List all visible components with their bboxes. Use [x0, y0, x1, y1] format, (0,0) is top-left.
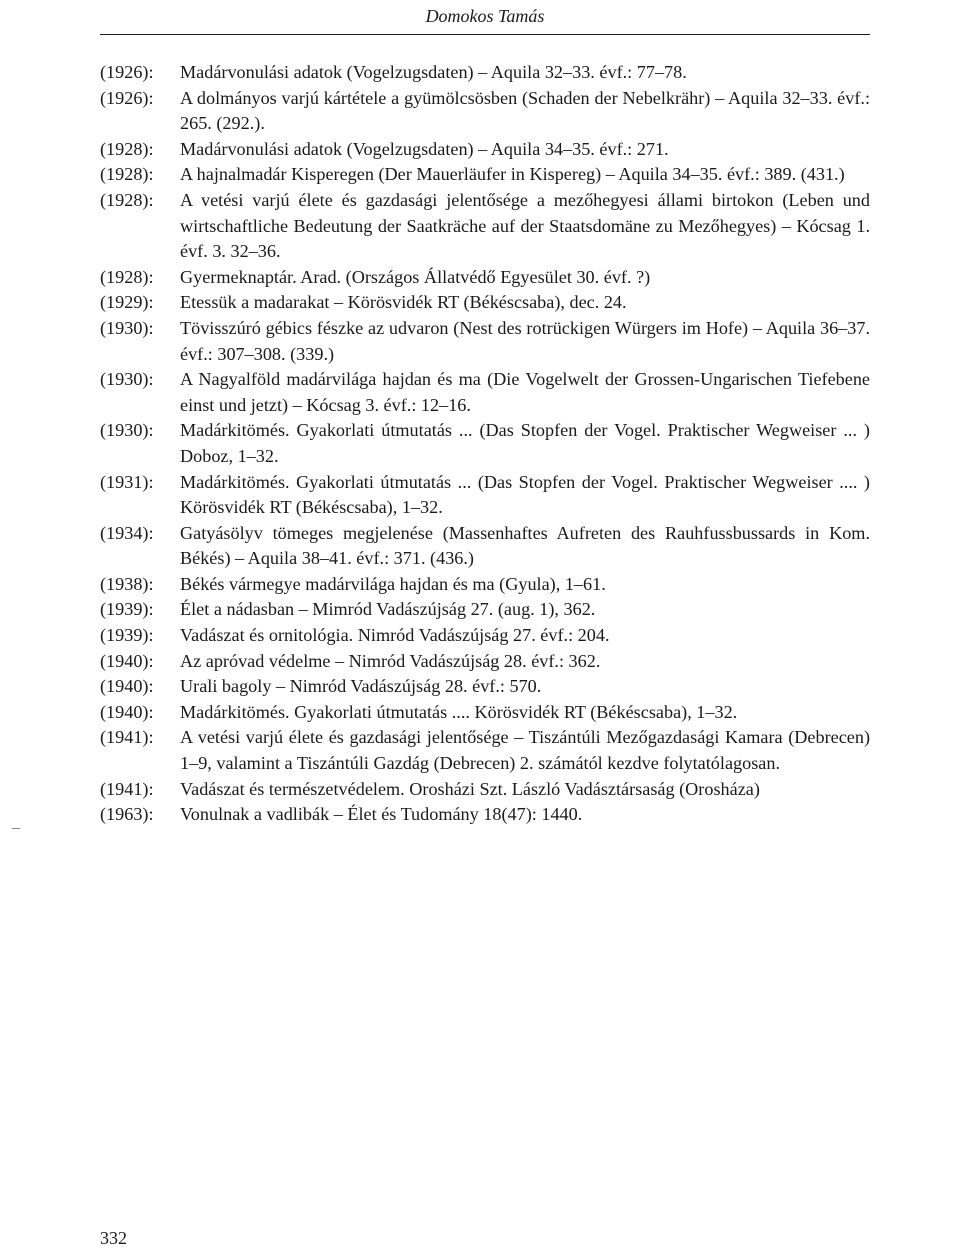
bibliography-entry — [100, 162, 870, 188]
entry-text: Élet a nádasban – Mimród Vadászújság 27. (aug. 1), 362. — [180, 599, 596, 620]
entry-year: (1939): — [100, 599, 154, 620]
entry-year: (1926): — [100, 87, 154, 108]
bibliography-entry — [100, 188, 870, 265]
entry-text: Madárvonulási adatok (Vogelzugsdaten) – Aquila 34–35. évf.: 271. — [180, 138, 669, 159]
entry-year: (1928): — [100, 138, 154, 159]
entry-year: (1963): — [100, 804, 154, 825]
bibliography-entry — [100, 316, 870, 367]
entry-year: (1940): — [100, 650, 154, 671]
entry-year: (1940): — [100, 701, 154, 722]
bibliography-entry — [100, 86, 870, 137]
entry-year: (1930): — [100, 317, 154, 338]
entry-year: (1928): — [100, 266, 154, 287]
entry-year: (1928): — [100, 164, 154, 185]
entry-text: Tövisszúró gébics fészke az udvaron (Nest des rotrückigen Würgers im Hofe) – Aquila 36–37. évf.: 307–308. (339.) — [180, 317, 870, 364]
entry-year: (1934): — [100, 522, 154, 543]
entry-year: (1929): — [100, 292, 154, 313]
bibliography-entry — [100, 470, 870, 521]
entry-text: Urali bagoly – Nimród Vadászújság 28. évf.: 570. — [180, 676, 542, 697]
entry-year: (1938): — [100, 573, 154, 594]
header-rule — [100, 34, 870, 35]
entry-text: Madárkitömés. Gyakorlati útmutatás ... (Das Stopfen der Vogel. Praktischer Wegweiser ... ) Doboz, 1–32. — [180, 420, 870, 466]
bibliography-entry — [100, 572, 870, 598]
bibliography-entry — [100, 367, 870, 418]
entry-text: Vadászat és természetvédelem. Orosházi Szt. László Vadásztársaság (Orosháza) — [180, 778, 760, 799]
bibliography-entry — [100, 137, 870, 163]
bibliography-entry — [100, 597, 870, 623]
entry-year: (1941): — [100, 727, 154, 748]
entry-year: (1931): — [100, 471, 154, 492]
bibliography-entry — [100, 623, 870, 649]
bibliography-entry — [100, 265, 870, 291]
entry-text: Madárkitömés. Gyakorlati útmutatás .... Körösvidék RT (Békéscsaba), 1–32. — [180, 701, 738, 722]
bibliography-entry — [100, 725, 870, 776]
bibliography-entry — [100, 60, 870, 86]
bibliography-list — [100, 60, 870, 828]
bibliography-entry — [100, 649, 870, 675]
margin-mark — [12, 828, 20, 829]
entry-text: Vonulnak a vadlibák – Élet és Tudomány 18(47): 1440. — [180, 804, 583, 825]
entry-year: (1939): — [100, 625, 154, 646]
page-number: 332 — [100, 1228, 127, 1248]
bibliography-entry — [100, 418, 870, 469]
entry-year: (1941): — [100, 778, 154, 799]
entry-text: Gyermeknaptár. Arad. (Országos Állatvédő Egyesület 30. évf. ?) — [180, 266, 651, 287]
entry-year: (1926): — [100, 62, 154, 82]
entry-text: A vetési varjú élete és gazdasági jelentősége a mezőhegyesi állami birtokon (Leben und wirtschaftliche Bedeutung der Saatkräche auf der Staatsdomäne zu Mezőhegyes) – Kócsag 1. évf. 3. 32–36. — [180, 189, 870, 262]
entry-text: Az apróvad védelme – Nimród Vadászújság 28. évf.: 362. — [180, 650, 601, 671]
entry-text: Békés vármegye madárvilága hajdan és ma (Gyula), 1–61. — [180, 573, 606, 594]
entry-text: Etessük a madarakat – Körösvidék RT (Békéscsaba), dec. 24. — [180, 292, 627, 313]
bibliography-entry — [100, 521, 870, 572]
entry-year: (1940): — [100, 676, 154, 697]
entry-year: (1930): — [100, 369, 154, 390]
running-header: Domokos Tamás — [425, 6, 545, 26]
entry-year: (1928): — [100, 189, 154, 210]
entry-text: A dolmányos varjú kártétele a gyümölcsösben (Schaden der Nebelkrähr) – Aquila 32–33. évf.: 265. (292.). — [180, 87, 870, 134]
entry-text: A Nagyalföld madárvilága hajdan és ma (Die Vogelwelt der Grossen-Ungarischen Tiefebene einst und jetzt) – Kócsag 3. évf.: 12–16. — [180, 369, 870, 415]
bibliography-entry — [100, 802, 870, 828]
entry-text: A hajnalmadár Kisperegen (Der Mauerläufer in Kispereg) – Aquila 34–35. évf.: 389. (431.) — [180, 164, 845, 185]
entry-text: Gatyásölyv tömeges megjelenése (Massenhaftes Aufreten des Rauhfussbussards in Kom. Békés) – Aquila 38–41. évf.: 371. (436.) — [180, 522, 870, 569]
bibliography-entry — [100, 674, 870, 700]
entry-text: Madárvonulási adatok (Vogelzugsdaten) – Aquila 32–33. évf.: 77–78. — [180, 62, 687, 82]
bibliography-entry — [100, 777, 870, 803]
entry-text: Vadászat és ornitológia. Nimród Vadászújság 27. évf.: 204. — [180, 625, 610, 646]
entry-text: Madárkitömés. Gyakorlati útmutatás ... (Das Stopfen der Vogel. Praktischer Wegweiser .... ) Körösvidék RT (Békéscsaba), 1–32. — [180, 471, 870, 518]
entry-year: (1930): — [100, 420, 154, 441]
entry-text: A vetési varjú élete és gazdasági jelentősége – Tiszántúli Mezőgazdasági Kamara (Debrecen) 1–9, valamint a Tiszántúli Gazdág (Debrecen) 2. számától kezdve folytatólagosan. — [180, 727, 870, 774]
bibliography-entry — [100, 700, 870, 726]
bibliography-entry — [100, 290, 870, 316]
